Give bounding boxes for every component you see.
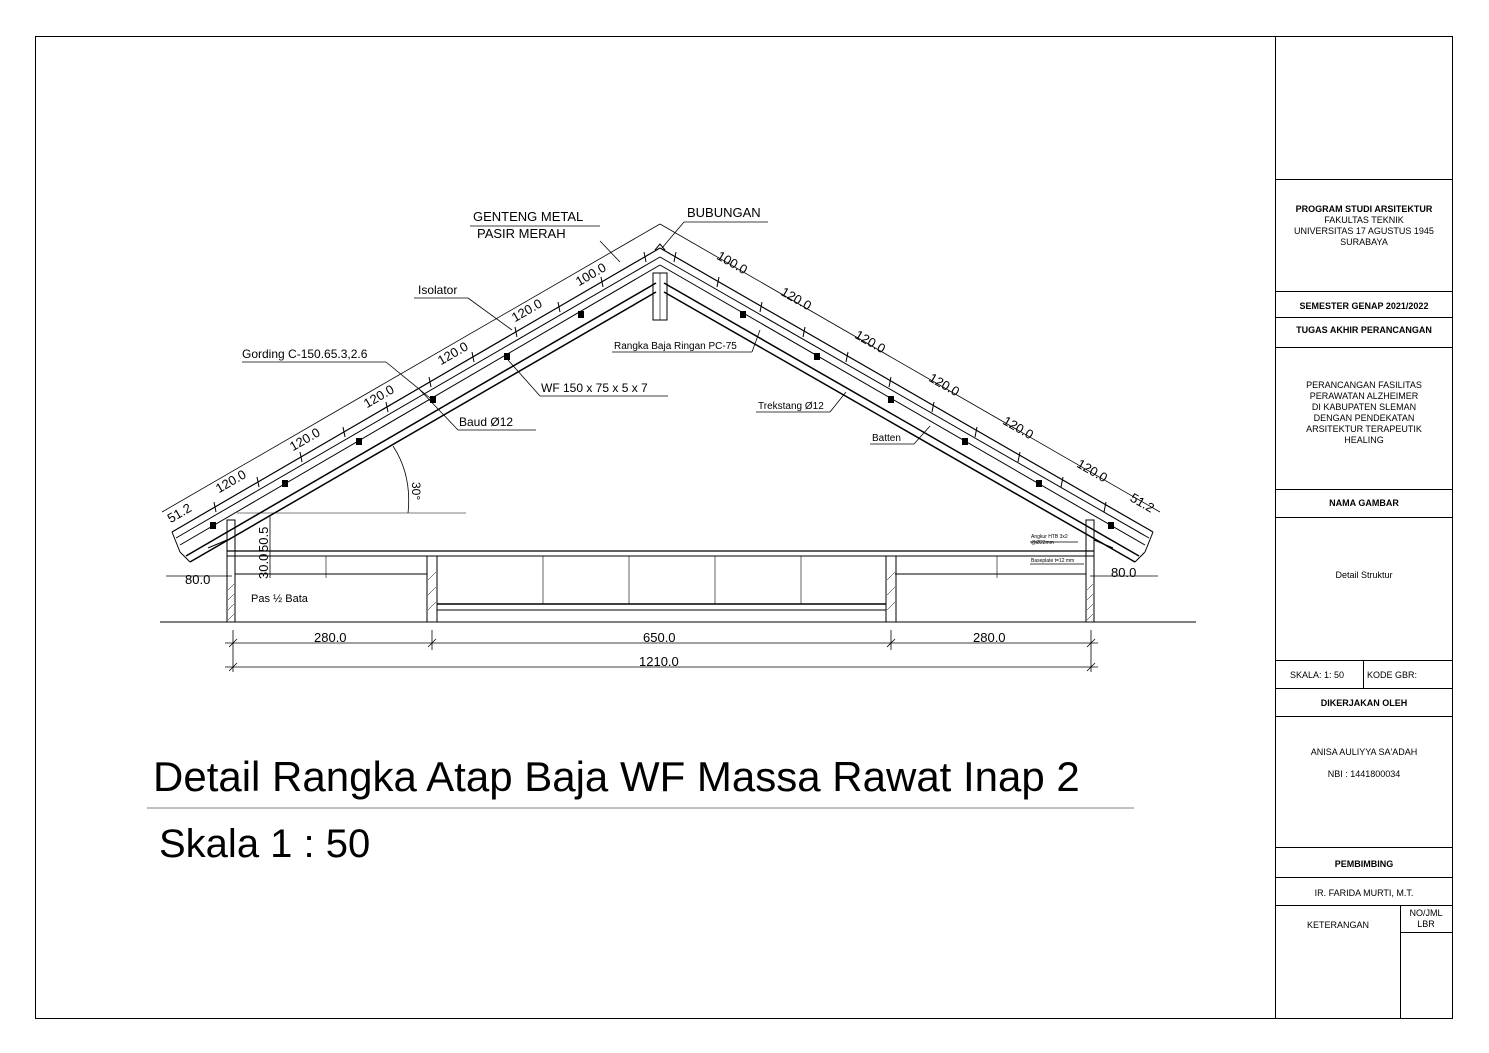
dim-right-7: 51.2 <box>1127 489 1158 516</box>
course: TUGAS AKHIR PERANCANGAN <box>1296 325 1432 335</box>
dim-right-1: 100.0 <box>714 247 751 278</box>
sheet-number-label <box>1400 908 1452 930</box>
label-rangka-ringan: Rangka Baja Ringan PC-75 <box>614 341 737 352</box>
dim-left-5: 120.0 <box>434 338 471 368</box>
semester: SEMESTER GENAP 2021/2022 <box>1299 301 1429 311</box>
dimension-lines <box>162 224 1160 672</box>
dim-left-1: 51.2 <box>164 500 195 526</box>
drawing-scale: Skala 1 : 50 <box>159 822 371 866</box>
drawing-title: Detail Rangka Atap Baja WF Massa Rawat Inap 2 <box>153 753 1080 800</box>
sheet-number-label-2: LBR <box>1417 919 1435 929</box>
label-baud: Baud Ø12 <box>459 415 514 429</box>
ceiling-studs <box>235 553 1086 604</box>
project-line-6: HEALING <box>1344 435 1384 445</box>
dim-span-2: 650.0 <box>643 630 676 645</box>
roof-right <box>660 248 1153 562</box>
sheet-number-label-1: NO/JML <box>1409 908 1443 918</box>
dim-left-6: 120.0 <box>508 295 545 325</box>
institution-line-2: FAKULTAS TEKNIK <box>1324 215 1404 225</box>
dim-left-2: 120.0 <box>212 466 249 496</box>
dim-left-7: 100.0 <box>572 259 609 289</box>
label-batten: Batten <box>872 433 901 444</box>
dim-vertical-2: 50.5 <box>256 526 271 552</box>
label-angkur-1: Angkur HTB 3x2 <box>1031 534 1068 540</box>
label-genteng-2: PASIR MERAH <box>477 226 566 241</box>
wall-2 <box>886 556 896 622</box>
label-bubungan: BUBUNGAN <box>687 205 761 220</box>
dim-span-3: 280.0 <box>973 630 1006 645</box>
project-line-3: DI KABUPATEN SLEMAN <box>1311 402 1417 412</box>
author-name: ANISA AULIYYA SA'ADAH <box>1310 747 1418 757</box>
title-block <box>1276 37 1452 1018</box>
dim-total: 1210.0 <box>639 654 679 669</box>
scale: SKALA: 1: 50 <box>1290 670 1345 680</box>
dim-left-4: 120.0 <box>360 381 397 411</box>
drawing-name-label: NAMA GAMBAR <box>1329 498 1399 508</box>
project-line-5: ARSITEKTUR TERAPEUTIK <box>1306 424 1422 434</box>
dim-span-1: 280.0 <box>314 630 347 645</box>
author-label: DIKERJAKAN OLEH <box>1320 698 1408 708</box>
label-wf: WF 150 x 75 x 5 x 7 <box>541 381 648 395</box>
dim-right-2: 120.0 <box>778 283 815 314</box>
wall-1 <box>427 556 437 622</box>
dim-right-5: 120.0 <box>1000 412 1037 443</box>
institution-line-3: UNIVERSITAS 17 AGUSTUS 1945 <box>1294 226 1434 236</box>
dim-right-4: 120.0 <box>926 369 963 400</box>
dim-vertical-1: 30.0 <box>256 553 271 579</box>
notes-label: KETERANGAN <box>1306 920 1369 930</box>
label-isolator: Isolator <box>418 283 458 297</box>
label-gording: Gording C-150.65.3,2.6 <box>242 347 368 361</box>
project-line-2: PERAWATAN ALZHEIMER <box>1309 391 1419 401</box>
project-line-4: DENGAN PENDEKATAN <box>1313 413 1415 423</box>
label-trekstang: Trekstang Ø12 <box>758 401 824 412</box>
drawing-labels <box>165 205 1157 669</box>
label-pas-bata: Pas ½ Bata <box>251 593 308 605</box>
dim-right-6: 120.0 <box>1074 455 1111 486</box>
label-genteng-1: GENTENG METAL <box>473 209 584 224</box>
roof-truss-drawing <box>160 222 1196 672</box>
project-title <box>1276 380 1452 446</box>
wall-hatch <box>228 572 1093 620</box>
supervisor: IR. FARIDA MURTI, M.T. <box>1314 888 1414 898</box>
project-line-1: PERANCANGAN FASILITAS <box>1306 380 1422 390</box>
institution-line-1: PROGRAM STUDI ARSITEKTUR <box>1295 204 1433 214</box>
author-id: NBI : 1441800034 <box>1327 769 1401 779</box>
dim-right-3: 120.0 <box>852 326 889 357</box>
label-baseplate: Baseplate t=12 mm <box>1031 558 1075 564</box>
institution <box>1276 204 1452 248</box>
roof-left <box>172 248 660 562</box>
dim-overhang-right: 80.0 <box>1111 565 1137 580</box>
institution-line-4: SURABAYA <box>1340 237 1388 247</box>
drawing-name: Detail Struktur <box>1335 570 1393 580</box>
label-angkur-2: @Ø22mm <box>1031 540 1054 546</box>
code-label: KODE GBR: <box>1367 670 1418 680</box>
dim-overhang-left: 80.0 <box>185 572 211 587</box>
supervisor-label: PEMBIMBING <box>1334 859 1394 869</box>
label-angle: 30° <box>409 482 423 501</box>
dim-left-3: 120.0 <box>286 424 323 454</box>
